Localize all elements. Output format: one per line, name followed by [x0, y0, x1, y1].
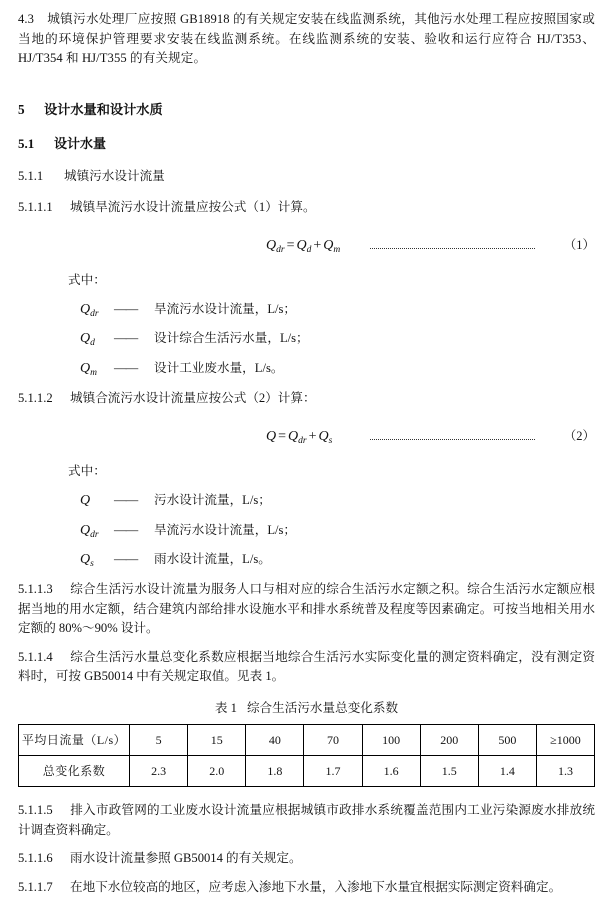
- table-caption: [18, 699, 595, 719]
- table-cell: 15: [188, 725, 246, 756]
- symbol-sub: d: [90, 338, 95, 349]
- table-cell: 1.6: [362, 756, 420, 787]
- section-5-number: 5: [18, 101, 25, 117]
- symbol-base: Q: [80, 522, 91, 538]
- formula-2-term2-sub: s: [328, 436, 333, 447]
- formula-2: [266, 426, 332, 449]
- definition-symbol: [18, 358, 114, 381]
- definition-text: 污水设计流量，L/s；: [154, 492, 271, 507]
- symbol-base: Q: [80, 552, 91, 568]
- definition-symbol: [18, 520, 114, 543]
- table-caption-label: 表 1: [214, 700, 237, 715]
- row-header: 总变化系数: [19, 756, 130, 787]
- clause-text: 雨水设计流量参照 GB50014 的有关规定。: [70, 851, 302, 866]
- definition-item: [18, 490, 595, 513]
- symbol-base: Q: [80, 331, 91, 347]
- table-cell: 1.4: [478, 756, 536, 787]
- table-row: [19, 725, 595, 756]
- formula-2-leader-dots: [370, 438, 535, 440]
- clause-number: 5.1.1.6: [18, 851, 53, 866]
- definition-dash: ——: [114, 301, 138, 316]
- table-cell: 1.5: [420, 756, 478, 787]
- table-cell: ≥1000: [536, 725, 594, 756]
- table-cell: 2.0: [188, 756, 246, 787]
- formula-2-term2: Q: [318, 429, 329, 445]
- table-cell: 200: [420, 725, 478, 756]
- formula-1-lhs-sub: dr: [276, 245, 285, 256]
- table-caption-title: 综合生活污水量总变化系数: [246, 700, 399, 715]
- definition-dash: ——: [114, 361, 138, 376]
- definition-dash: ——: [114, 522, 138, 537]
- symbol-base: Q: [80, 301, 91, 317]
- table-cell: 2.3: [130, 756, 188, 787]
- symbol-sub: m: [90, 368, 97, 379]
- definition-list-1: [18, 299, 595, 381]
- clause-text: 综合生活污水量总变化系数应根据当地综合生活污水实际变化量的测定资料确定，没有测定资料时，可按 GB50014 中有关规定取值。见表 1。: [18, 649, 595, 684]
- definition-item: [18, 520, 595, 543]
- definition-dash: ——: [114, 552, 138, 567]
- definition-symbol: [18, 299, 114, 322]
- section-5-title: 设计水量和设计水质: [44, 101, 163, 117]
- formula-2-row: [18, 426, 595, 448]
- formula-1-term1-sub: d: [306, 245, 312, 256]
- clause-text: 在地下水位较高的地区，应考虑入渗地下水量，入渗地下水量宜根据实际测定资料确定。: [70, 879, 562, 894]
- definition-dash: ——: [114, 492, 138, 507]
- formula-2-label: （2）: [563, 429, 595, 444]
- clause-number: 5.1.1.2: [18, 390, 53, 405]
- definition-item: [18, 328, 595, 351]
- table-cell: 40: [246, 725, 304, 756]
- definition-item: [18, 358, 595, 381]
- section-5-1-1-title: 城镇污水设计流量: [64, 169, 165, 184]
- variation-coefficient-table: [18, 724, 595, 787]
- formula-1-leader-dots: [370, 247, 535, 249]
- definition-text: 旱流污水设计流量，L/s；: [154, 522, 297, 537]
- definition-text: 雨水设计流量，L/s。: [154, 552, 271, 567]
- clause-number: 5.1.1.3: [18, 582, 53, 597]
- table-cell: 1.8: [246, 756, 304, 787]
- formula-1-term1: Q: [296, 238, 307, 254]
- definition-text: 设计综合生活污水量，L/s；: [154, 331, 309, 346]
- symbol-sub: dr: [90, 308, 99, 319]
- symbol-base: Q: [80, 361, 91, 377]
- row-header: 平均日流量（L/s）: [19, 725, 130, 756]
- definition-symbol: [18, 490, 114, 513]
- clause-number: 5.1.1.5: [18, 803, 53, 818]
- clause-5-1-1-1: [18, 198, 595, 218]
- formula-1-term2-sub: m: [333, 245, 341, 256]
- table-cell: 100: [362, 725, 420, 756]
- intro-paragraph: 4.3 城镇污水处理厂应按照 GB18918 的有关规定安装在线监测系统，其他污水处理工程应按照国家或当地的环境保护管理要求安装在线监测系统。在线监测系统的安装、验收和运行应符合 HJ/T353、HJ/T354 和 HJ/T355 的有关规定。: [18, 12, 595, 66]
- table-cell: 500: [478, 725, 536, 756]
- definition-text: 旱流污水设计流量，L/s；: [154, 301, 297, 316]
- table-cell: 1.3: [536, 756, 594, 787]
- formula-1-eq: =: [286, 238, 295, 254]
- clause-5-1-1-5: [18, 801, 595, 840]
- formula-2-term1: Q: [288, 429, 299, 445]
- formula-1-term2: Q: [323, 238, 334, 254]
- section-heading-5-1: [18, 134, 595, 154]
- definition-item: [18, 299, 595, 322]
- clause-text: 城镇合流污水设计流量应按公式（2）计算：: [70, 390, 316, 405]
- where-label-2: 式中：: [68, 464, 106, 479]
- clause-text: 排入市政管网的工业废水设计流量应根据城镇市政排水系统覆盖范围内工业污染源废水排放统计调查资料确定。: [18, 803, 595, 837]
- formula-1: [266, 235, 340, 258]
- formula-1-plus: +: [313, 238, 322, 254]
- section-5-1-number: 5.1: [18, 136, 35, 151]
- definition-symbol: [18, 549, 114, 572]
- clause-text: 城镇旱流污水设计流量应按公式（1）计算。: [70, 199, 316, 214]
- table-cell: 5: [130, 725, 188, 756]
- clause-5-1-1-4: [18, 648, 595, 687]
- clause-text: 综合生活污水设计流量为服务人口与相对应的综合生活污水定额之积。综合生活污水定额应根据当地的用水定额，结合建筑内部给排水设施水平和排水系统普及程度等因素确定。可按当地相关用水定额的 80%～90% 设计。: [18, 582, 595, 636]
- formula-2-term1-sub: dr: [298, 436, 307, 447]
- clause-5-1-1-2: [18, 389, 595, 409]
- definition-text: 设计工业废水量，L/s。: [154, 361, 284, 376]
- clause-5-1-1-7: [18, 878, 595, 897]
- section-5-1-title: 设计水量: [54, 136, 107, 151]
- formula-1-row: [18, 235, 595, 257]
- clause-number: 5.1.1.4: [18, 649, 53, 664]
- formula-2-lhs: Q: [266, 429, 277, 445]
- definition-dash: ——: [114, 331, 138, 346]
- table-row: [19, 756, 595, 787]
- definition-list-2: [18, 490, 595, 572]
- clause-5-1-1-3: [18, 580, 595, 639]
- symbol-base: Q: [80, 492, 91, 508]
- formula-2-eq: =: [278, 429, 287, 445]
- clause-number: 5.1.1.1: [18, 199, 53, 214]
- symbol-sub: dr: [90, 529, 99, 540]
- definition-item: [18, 549, 595, 572]
- table-cell: 70: [304, 725, 362, 756]
- formula-1-lhs: Q: [266, 238, 277, 254]
- definition-symbol: [18, 328, 114, 351]
- formula-2-plus: +: [308, 429, 317, 445]
- section-heading-5: [18, 100, 595, 120]
- symbol-sub: s: [90, 559, 94, 570]
- formula-1-label: （1）: [563, 238, 595, 253]
- clause-5-1-1-6: [18, 849, 595, 869]
- section-heading-5-1-1: [18, 167, 595, 187]
- section-5-1-1-number: 5.1.1: [18, 169, 44, 184]
- table-cell: 1.7: [304, 756, 362, 787]
- where-label-1: 式中：: [68, 273, 106, 288]
- clause-number: 5.1.1.7: [18, 879, 53, 894]
